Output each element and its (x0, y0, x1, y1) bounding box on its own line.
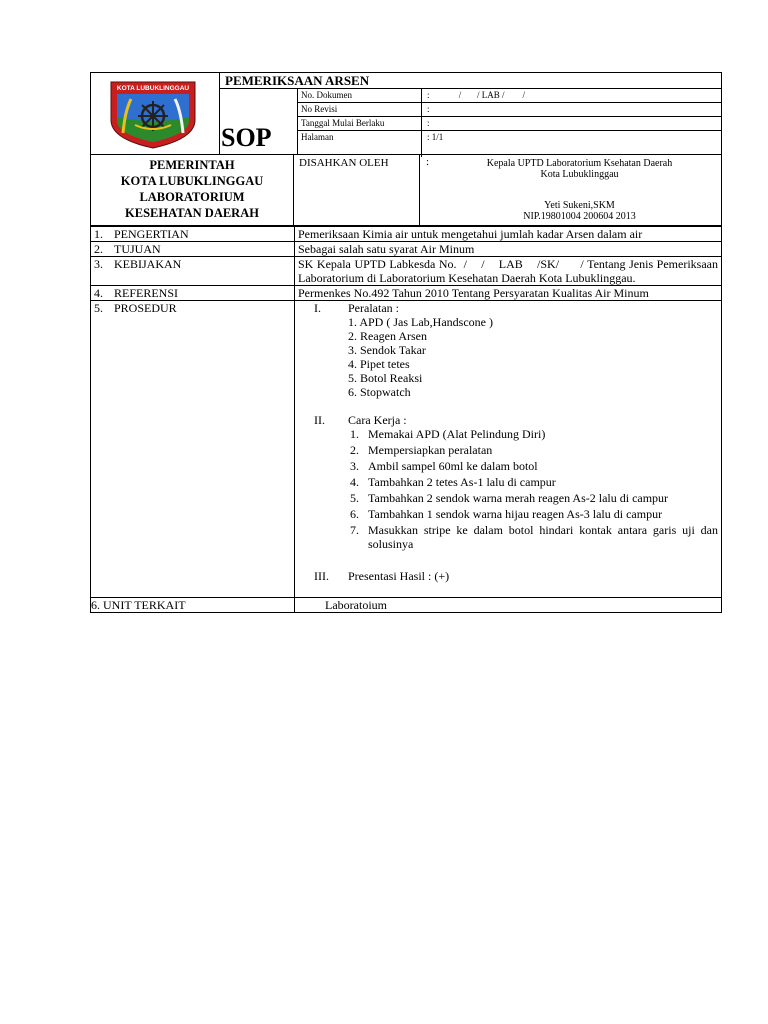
meta-row-effective-date (298, 117, 721, 131)
list-item: 4. Pipet tetes (348, 357, 410, 371)
row-number: 1. (94, 227, 103, 241)
row-label: 6. UNIT TERKAIT (91, 598, 295, 613)
row-content: SK Kepala UPTD Labkesda No. / / LAB /SK/ / Tentang Jenis Pemeriksaan Laboratorium di Laboratorium Kesehatan Daerah Kota Lubuklinggau. (295, 257, 722, 286)
meta-value: : / / LAB / / (421, 89, 721, 102)
list-item: 6. Stopwatch (348, 385, 411, 399)
row-label (91, 257, 295, 286)
signer-name: Yeti Sukeni,SKM (544, 200, 615, 211)
approval-block (90, 155, 722, 226)
procedure-content (295, 301, 722, 598)
meta-label: Halaman (301, 132, 334, 142)
step-text: Masukkan stripe ke dalam botol hindari kontak antara garis uji dan solusinya (368, 523, 718, 551)
table-row (91, 598, 722, 613)
signer-nip: NIP.19801004 200604 2013 (523, 211, 636, 222)
list-item: 5. Botol Reaksi (348, 371, 423, 385)
list-item (350, 427, 718, 441)
step-number: 1. (350, 427, 359, 441)
row-label (91, 301, 295, 598)
org-line: PEMERINTAH (149, 158, 235, 172)
step-number: 4. (350, 475, 359, 489)
list-item: 3. Sendok Takar (348, 343, 426, 357)
step-text: Mempersiapkan peralatan (368, 443, 493, 457)
table-row (91, 242, 722, 257)
step-text: Tambahkan 2 sendok warna merah reagen As-2 lalu di campur (368, 491, 669, 505)
equipment-list (348, 315, 718, 399)
list-item (350, 507, 718, 521)
procedure-section-result (298, 569, 718, 583)
table-row (91, 286, 722, 301)
row-label (91, 286, 295, 301)
logo-cell (91, 73, 220, 154)
meta-label: No Revisi (301, 104, 338, 114)
section-number: I. (314, 301, 321, 315)
row-number: 5. (94, 301, 103, 315)
row-label-text: PROSEDUR (114, 301, 177, 315)
city-emblem-logo (91, 73, 219, 154)
approver-colon: : (426, 156, 430, 168)
sop-label-cell (219, 89, 298, 154)
approver-title-line: Kota Lubuklinggau (540, 169, 619, 180)
table-row-procedure (91, 301, 722, 598)
list-item (350, 443, 718, 457)
procedure-section-equipment (298, 301, 718, 399)
step-text: Tambahkan 2 tetes As-1 lalu di campur (368, 475, 556, 489)
approver (420, 155, 721, 225)
unit-value: Laboratoium (325, 598, 387, 612)
row-label-text: PENGERTIAN (114, 227, 189, 241)
sop-content-table (90, 226, 722, 613)
step-text: Ambil sampel 60ml ke dalam botol (368, 459, 538, 473)
section-title: Presentasi Hasil : (+) (348, 569, 450, 583)
step-number: 6. (350, 507, 359, 521)
row-number: 2. (94, 242, 103, 256)
list-item: 2. Reagen Arsen (348, 329, 427, 343)
list-item: 1. APD ( Jas Lab,Handscone ) (348, 315, 493, 329)
svg-text:KOTA LUBUKLINGGAU: KOTA LUBUKLINGGAU (116, 85, 190, 92)
table-row (91, 257, 722, 286)
meta-label: Tanggal Mulai Berlaku (301, 118, 385, 128)
approved-by-label: DISAHKAN OLEH (294, 155, 420, 225)
step-number: 2. (350, 443, 359, 457)
meta-value: : 1/1 (421, 131, 721, 157)
row-number: 4. (94, 286, 103, 300)
meta-value: : (421, 117, 721, 130)
row-label (91, 242, 295, 257)
step-number: 5. (350, 491, 359, 505)
step-number: 7. (350, 523, 359, 537)
section-title: Cara Kerja : (348, 413, 407, 427)
org-line: LABORATORIUM (139, 190, 245, 204)
section-title: Peralatan : (348, 301, 399, 315)
row-content: Pemeriksaan Kimia air untuk mengetahui jumlah kadar Arsen dalam air (295, 227, 722, 242)
row-content (295, 598, 722, 613)
procedure-section-method (298, 413, 718, 551)
row-label-text: KEBIJAKAN (114, 257, 182, 271)
step-text: Tambahkan 1 sendok warna hijau reagen As-3 lalu di campur (368, 507, 663, 521)
org-line: KOTA LUBUKLINGGAU (120, 174, 264, 188)
approver-title-line: Kepala UPTD Laboratorium Ksehatan Daerah (486, 158, 673, 169)
row-content: Permenkes No.492 Tahun 2010 Tentang Persyaratan Kualitas Air Minum (295, 286, 722, 301)
list-item (350, 475, 718, 489)
row-number: 3. (94, 257, 103, 271)
method-steps (350, 427, 718, 551)
meta-row-doc-number (298, 89, 721, 103)
meta-value: : (421, 103, 721, 116)
step-text: Memakai APD (Alat Pelindung Diri) (368, 427, 546, 441)
sop-header (90, 72, 722, 155)
section-number: II. (314, 413, 325, 427)
organization-name (91, 155, 294, 225)
meta-label: No. Dokumen (301, 90, 352, 100)
step-number: 3. (350, 459, 359, 473)
signer (440, 200, 719, 222)
approver-title (440, 158, 719, 180)
row-label (91, 227, 295, 242)
row-label-text: REFERENSI (114, 286, 179, 300)
row-label-text: TUJUAN (114, 242, 161, 256)
table-row (91, 227, 722, 242)
meta-row-revision (298, 103, 721, 117)
row-content: Sebagai salah satu syarat Air Minum (295, 242, 722, 257)
list-item (350, 491, 718, 505)
list-item (350, 523, 718, 551)
document-meta (298, 89, 721, 157)
document-title: PEMERIKSAAN ARSEN (219, 73, 721, 89)
sop-label: SOP (221, 123, 272, 152)
section-number: III. (314, 569, 329, 583)
list-item (350, 459, 718, 473)
org-line: KESEHATAN DAERAH (125, 206, 259, 220)
meta-row-page (298, 131, 721, 157)
sop-document (90, 72, 722, 613)
